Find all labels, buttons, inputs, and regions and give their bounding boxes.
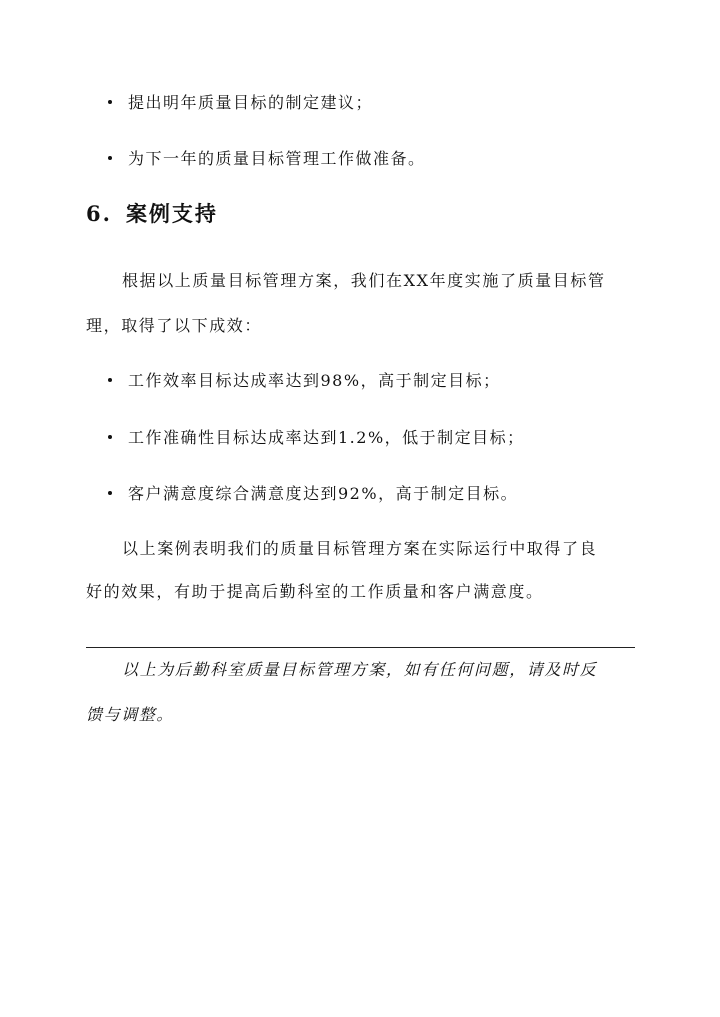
list-item — [108, 90, 373, 113]
section-number: 6. — [86, 201, 112, 226]
horizontal-divider — [86, 647, 635, 648]
list-item-text: 工作准确性目标达成率达到1.2%，低于制定目标； — [128, 428, 525, 447]
conclusion-paragraph-line-1: 以上案例表明我们的质量目标管理方案在实际运行中取得了良 — [122, 539, 598, 558]
footer-note-line-1: 以上为后勤科室质量目标管理方案，如有任何问题，请及时反 — [122, 660, 598, 679]
list-item-text: 提出明年质量目标的制定建议； — [128, 93, 374, 112]
list-item-text: 工作效率目标达成率达到98%，高于制定目标； — [128, 371, 501, 390]
intro-paragraph-line-1: 根据以上质量目标管理方案，我们在XX年度实施了质量目标管 — [122, 271, 606, 290]
footer-note-line-2: 馈与调整。 — [86, 705, 175, 724]
section-title: 案例支持 — [125, 201, 218, 226]
intro-paragraph-line-2: 理，取得了以下成效： — [86, 316, 263, 335]
bullet-icon — [108, 378, 112, 382]
bullet-icon — [108, 491, 112, 495]
list-item — [108, 146, 426, 169]
list-item — [108, 368, 501, 391]
bullet-icon — [108, 435, 112, 439]
list-item-text: 为下一年的质量目标管理工作做准备。 — [128, 149, 426, 168]
bullet-icon — [108, 100, 112, 104]
list-item-text: 客户满意度综合满意度达到92%，高于制定目标。 — [128, 484, 519, 503]
list-item — [108, 425, 525, 448]
conclusion-paragraph-line-2: 好的效果，有助于提高后勤科室的工作质量和客户满意度。 — [86, 582, 544, 601]
list-item — [108, 481, 518, 504]
section-heading — [86, 198, 218, 228]
bullet-icon — [108, 156, 112, 160]
